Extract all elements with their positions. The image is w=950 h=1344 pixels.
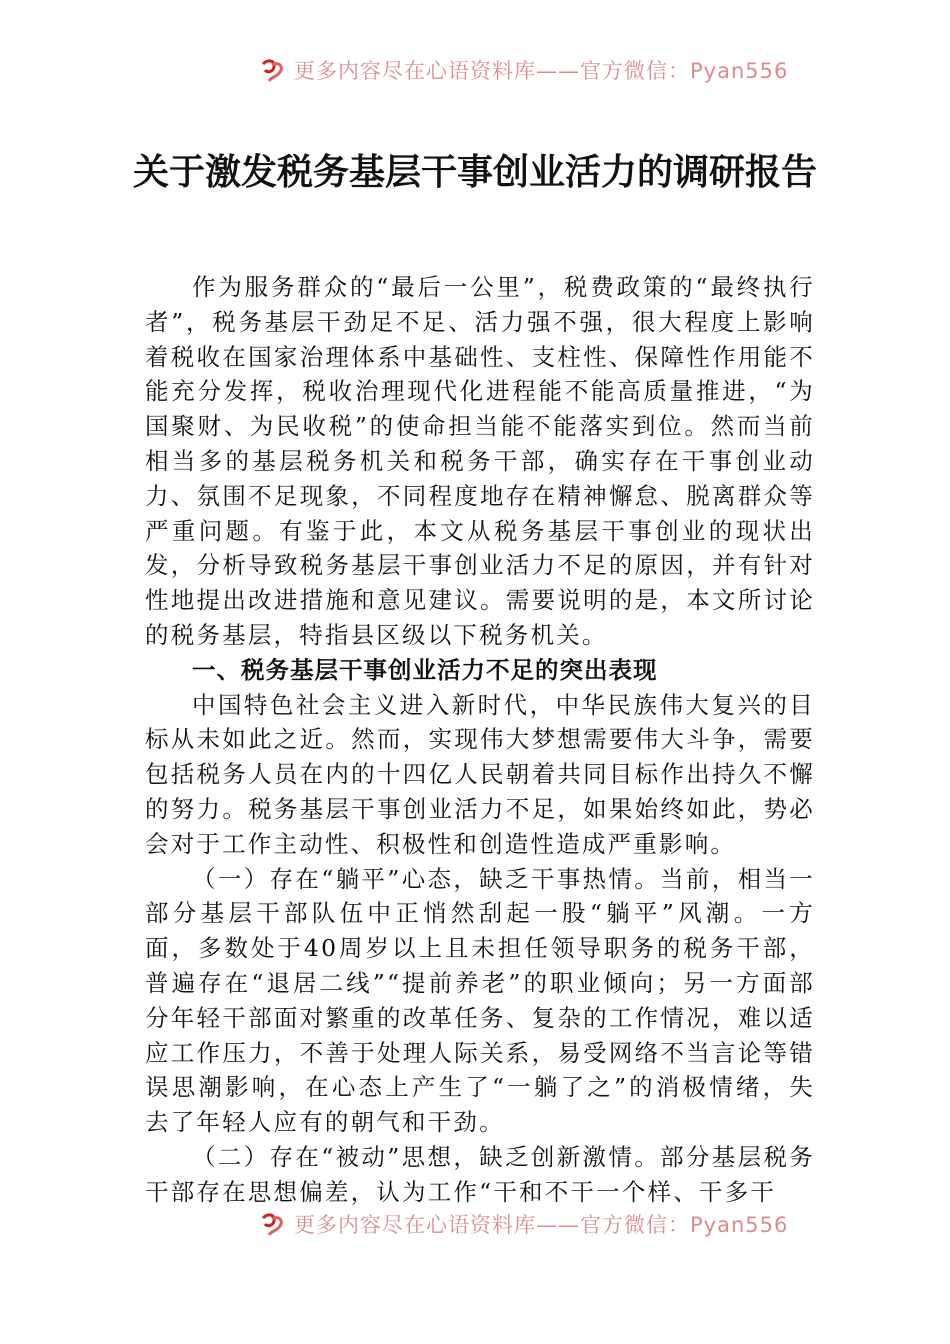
subsection-paragraph: （一）存在“躺平”心态，缺乏干事热情。当前，相当一部分基层干部队伍中正悄然刮起一股“躺平”风潮。一方面，多数处于40周岁以上且未担任领导职务的税务干部，普遍存在“退居二线”“提前养老”的职业倾向；另一方面部分年轻干部面对繁重的改革任务、复杂的工作情况，难以适应工作压力，不善于处理人际关系，易受网络不当言论等错误思潮影响，在心态上产生了“一躺了之”的消极情绪，失去了年轻人应有的朝气和干劲。 <box>145 864 815 1137</box>
watermark-text: 更多内容尽在心语资料库——官方微信：Pyan556 <box>294 1213 789 1237</box>
intro-paragraph: 作为服务群众的“最后一公里”，税费政策的“最终执行者”，税务基层干劲足不足、活力强不强，很大程度上影响着税收在国家治理体系中基础性、支柱性、保障性作用能不能充分发挥，税收治理现代化进程能不能高质量推进，“为国聚财、为民收税”的使命担当能不能落实到位。然而当前相当多的基层税务机关和税务干部，确实存在干事创业动力、氛围不足现象，不同程度地存在精神懈怠、脱离群众等严重问题。有鉴于此，本文从税务基层干事创业的现状出发，分析导致税务基层干事创业活力不足的原因，并有针对性地提出改进措施和意见建议。需要说明的是，本文所讨论的税务基层，特指县区级以下税务机关。 <box>145 273 815 649</box>
watermark-header <box>260 52 788 88</box>
subsection-paragraph: （二）存在“被动”思想，缺乏创新激情。部分基层税务干部存在思想偏差，认为工作“干和不干一个样、干多干 <box>145 1142 815 1206</box>
watermark-footer <box>260 1206 788 1242</box>
document-title: 关于激发税务基层干事创业活力的调研报告 <box>132 151 817 193</box>
watermark-text: 更多内容尽在心语资料库——官方微信：Pyan556 <box>294 59 789 83</box>
brand-logo-icon <box>260 57 286 83</box>
section-heading: 一、税务基层干事创业活力不足的突出表现 <box>192 655 658 684</box>
section-paragraph: 中国特色社会主义进入新时代，中华民族伟大复兴的目标从未如此之近。然而，实现伟大梦想需要伟大斗争，需要包括税务人员在内的十四亿人民朝着共同目标作出持久不懈的努力。税务基层干事创业活力不足，如果始终如此，势必会对于工作主动性、积极性和创造性造成严重影响。 <box>145 690 815 858</box>
document-body <box>145 270 815 1210</box>
brand-logo-icon <box>260 1211 286 1237</box>
